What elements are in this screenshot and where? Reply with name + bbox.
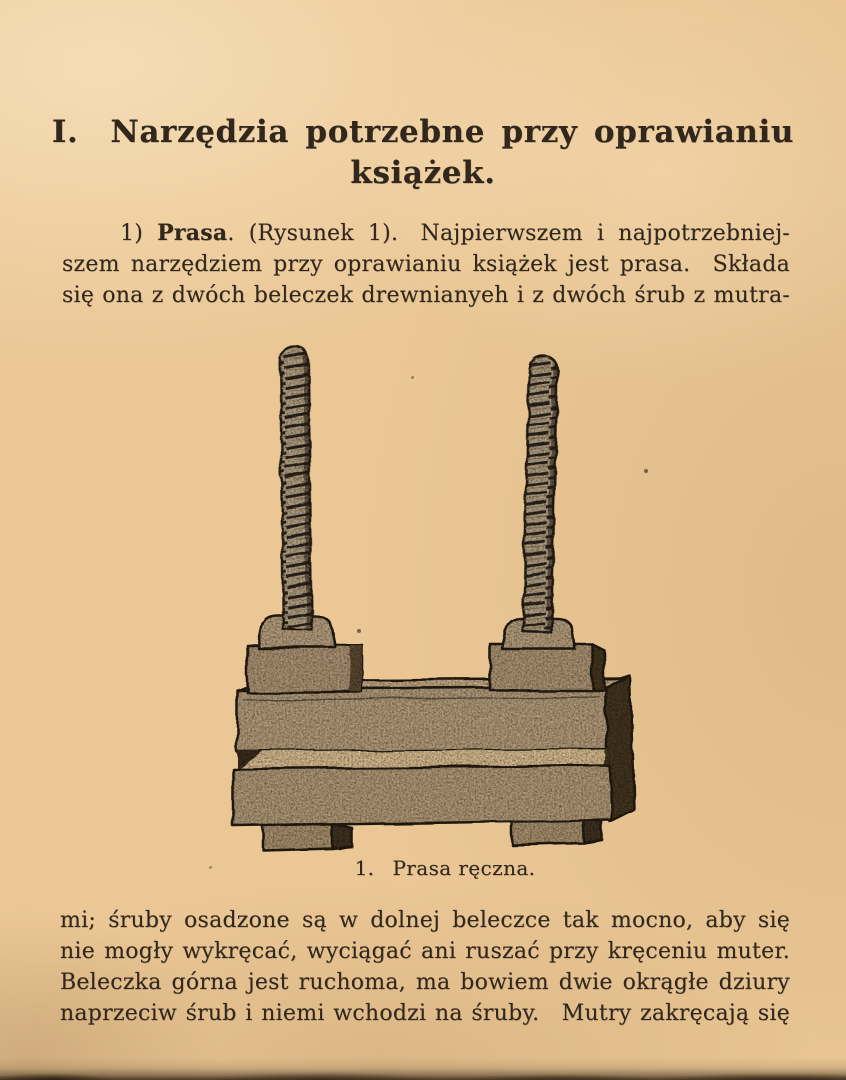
text-line: mi; śruby osadzone są w dolnej beleczce tak mocno, aby się [60,908,790,933]
text-line [62,218,790,249]
ink-speck [209,866,212,869]
text-line-rest: . (Rysunek 1). Najpierwszem i najpotrzebniej- [227,221,790,246]
term-prasa: Prasa [157,220,228,246]
text-line: Beleczka górna jest ruchoma, ma bowiem dwie okrągłe dziury [60,970,790,995]
section-number: I. [51,114,79,150]
paragraph-continuation [60,905,790,1029]
text-line: naprzeciw śrub i niemi wchodzi na śruby. Mutry zakręcają się [60,1001,790,1026]
text-line: nie mogły wykręcać, wyciągać ani ruszać przy kręceniu muter. [60,939,790,964]
figure-caption-number: 1. [354,856,375,880]
ink-speck [411,376,414,379]
text-line: szem narzędziem przy oprawianiu książek jest prasa. Składa [62,252,790,277]
text-line: się ona z dwóch beleczek drewnianyeh i z dwóch śrub z mutra- [62,283,790,308]
section-title-line1: Narzędzia potrzebne przy oprawianiu [110,114,795,150]
page-bottom-edge [0,1058,846,1080]
figure-caption [22,856,846,880]
section-title-line2: książek. [350,155,496,191]
ink-speck [644,469,648,473]
figure-caption-text: Prasa ręczna. [392,856,536,880]
ink-speck [357,629,361,633]
paragraph-intro [62,218,790,311]
section-heading [0,112,846,194]
section-heading-line1 [0,112,846,153]
list-number: 1) [120,221,158,246]
press-illustration [195,333,645,853]
